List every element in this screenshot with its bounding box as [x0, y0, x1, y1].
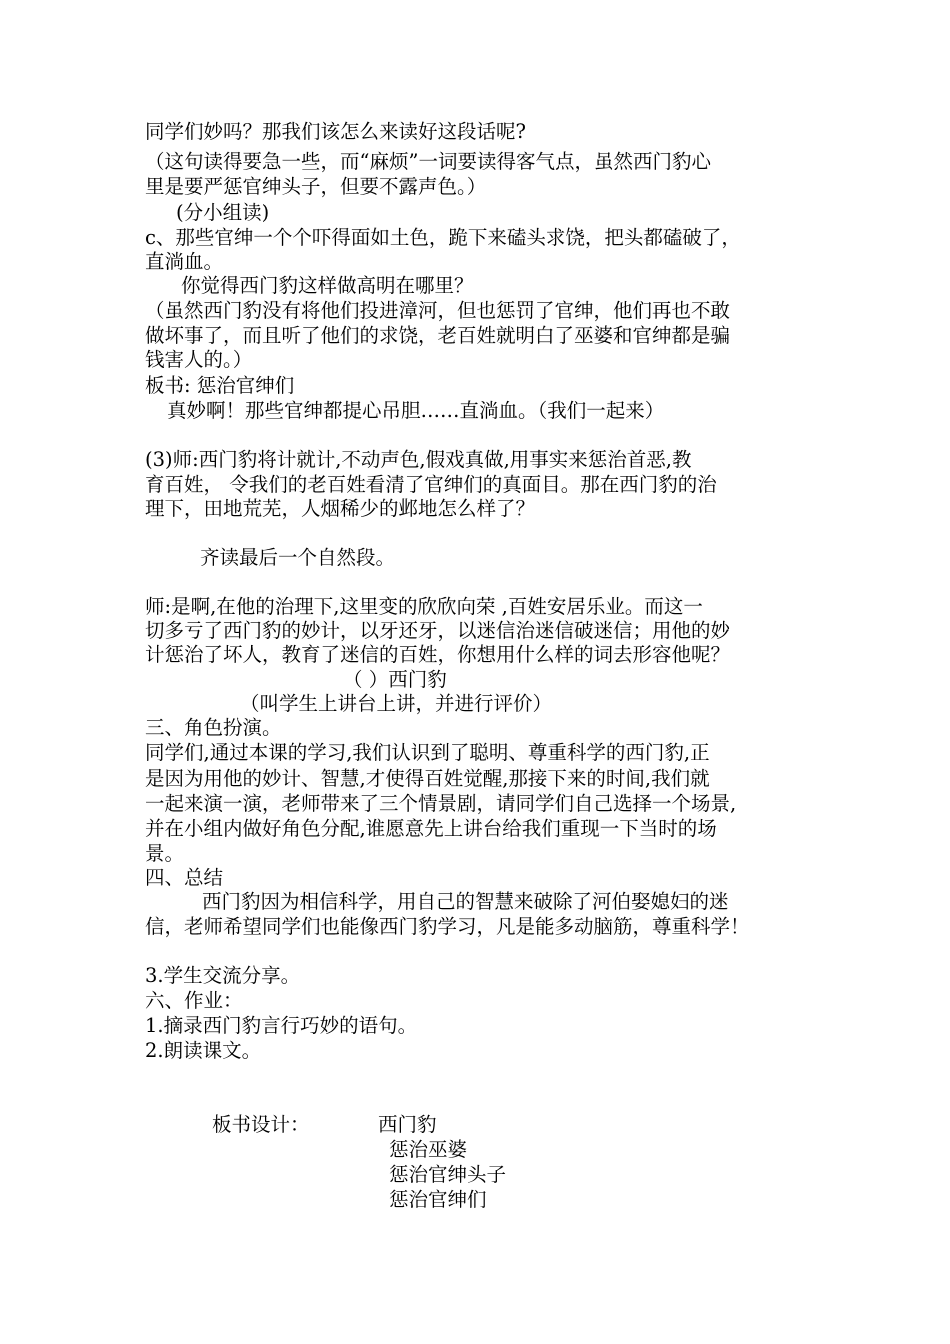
text-line: 同学们,通过本课的学习,我们认识到了聪明、尊重科学的西门豹,正	[145, 741, 710, 764]
text-line: 齐读最后一个自然段。	[200, 546, 396, 569]
text-line: (3)师:西门豹将计就计,不动声色,假戏真做,用事实来惩治首恶,教	[145, 448, 692, 471]
text-line: (分小组读)	[176, 201, 270, 224]
text-line: 师:是啊,在他的治理下,这里变的欣欣向荣 ,百姓安居乐业。而这一	[145, 595, 703, 618]
text-line: 信，老师希望同学们也能像西门豹学习，凡是能多动脑筋，尊重科学！	[145, 915, 750, 938]
text-line: 同学们妙吗？那我们该怎么来读好这段话呢?	[145, 120, 526, 143]
board-design-item: 惩治官绅们	[389, 1188, 487, 1211]
text-line: 直淌血。	[145, 250, 224, 273]
text-line: 一起来演一演，老师带来了三个情景剧，请同学们自己选择一个场景,	[145, 792, 737, 815]
text-line: 景。	[145, 842, 185, 865]
text-line: 做坏事了，而且听了他们的求饶，老百姓就明白了巫婆和官绅都是骗	[145, 324, 731, 347]
text-line: （这句读得要急一些，而“麻烦”一词要读得客气点，虽然西门豹心	[145, 150, 711, 173]
text-line: 钱害人的。）	[145, 348, 253, 371]
board-note-line: 板书: 惩治官绅们	[145, 374, 295, 397]
text-line: （叫学生上讲台上讲，并进行评价）	[240, 692, 553, 715]
board-design-item: 惩治官绅头子	[389, 1163, 507, 1186]
board-design-title: 西门豹	[378, 1113, 437, 1136]
text-line: 是因为用他的妙计、智慧,才使得百姓觉醒,那接下来的时间,我们就	[145, 767, 710, 790]
section-heading: 四、总结	[145, 866, 224, 889]
text-line: 1.摘录西门豹言行巧妙的语句。	[145, 1014, 418, 1037]
text-line: 3.学生交流分享。	[145, 964, 301, 987]
text-line: 切多亏了西门豹的妙计，以牙还牙，以迷信治迷信破迷信；用他的妙	[145, 619, 731, 642]
text-line: （虽然西门豹没有将他们投进漳河，但也惩罚了官绅，他们再也不敢	[145, 299, 731, 322]
text-line: 育百姓， 令我们的老百姓看清了官绅们的真面目。那在西门豹的治	[145, 473, 717, 496]
text-line: c、那些官绅一个个吓得面如土色，跪下来磕头求饶，把头都磕破了，	[145, 226, 741, 249]
text-line: 并在小组内做好角色分配,谁愿意先上讲台给我们重现一下当时的场	[145, 817, 717, 840]
board-design-label: 板书设计：	[212, 1113, 310, 1136]
text-line: 计惩治了坏人，教育了迷信的百姓，你想用什么样的词去形容他呢？	[145, 643, 731, 666]
text-line: 真妙啊！那些官绅都提心吊胆……直淌血。（我们一起来）	[167, 399, 665, 422]
section-heading: 三、角色扮演。	[145, 716, 282, 739]
text-line: 里是要严惩官绅头子，但要不露声色。）	[145, 175, 487, 198]
text-line: 西门豹因为相信科学，用自己的智慧来破除了河伯娶媳妇的迷	[202, 890, 729, 913]
text-line: 你觉得西门豹这样做高明在哪里？	[181, 274, 474, 297]
text-line: （ ）西门豹	[343, 668, 447, 691]
board-design-item: 惩治巫婆	[389, 1138, 468, 1161]
section-heading: 六、作业：	[145, 989, 243, 1012]
text-line: 2.朗读课文。	[145, 1039, 262, 1062]
text-line: 理下，田地荒芜，人烟稀少的邺地怎么样了？	[145, 497, 536, 520]
